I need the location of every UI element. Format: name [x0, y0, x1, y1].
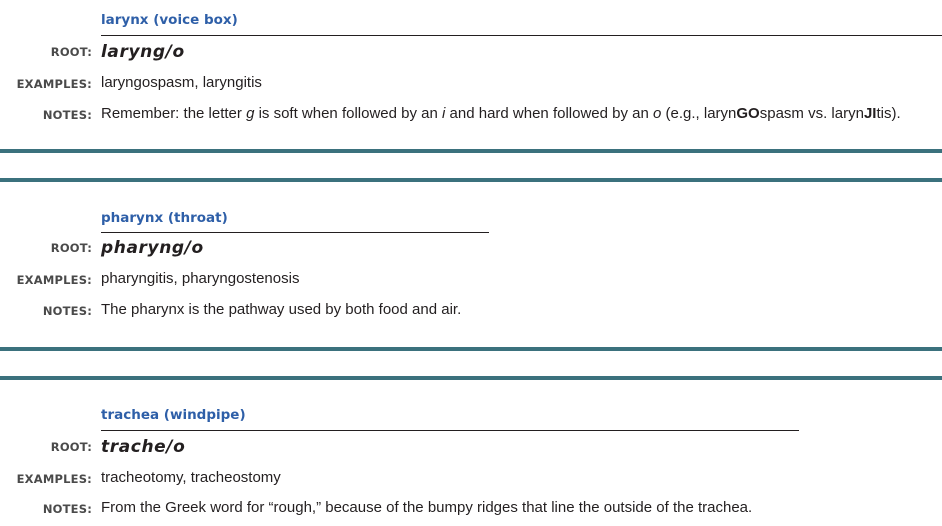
section-divider [0, 347, 942, 351]
examples-value: laryngospasm, laryngitis [101, 74, 262, 91]
examples-label: EXAMPLES: [16, 472, 92, 486]
notes-italic-g: g [246, 105, 255, 122]
root-label: ROOT: [50, 241, 92, 255]
notes-label: NOTES: [42, 108, 92, 122]
notes-text-part: is soft when followed by an [254, 105, 443, 122]
root-label: ROOT: [50, 45, 92, 59]
term-underline [101, 35, 942, 36]
notes-italic-i: i [442, 105, 446, 122]
notes-text-part: tis). [876, 105, 901, 122]
examples-value: tracheotomy, tracheostomy [101, 469, 281, 486]
notes-text-part: Remember: the letter [101, 105, 247, 122]
root-value: pharyng/o [101, 238, 204, 258]
term-underline [101, 430, 799, 431]
section-divider [0, 178, 942, 182]
notes-value: From the Greek word for “rough,” because of the bumpy ridges that line the outside of the trachea. [101, 499, 753, 516]
notes-label: NOTES: [42, 502, 92, 516]
section-divider [0, 149, 942, 153]
notes-label: NOTES: [42, 304, 92, 318]
root-value: trache/o [101, 437, 186, 457]
entry-term: larynx (voice box) [101, 12, 238, 28]
root-value: laryng/o [101, 42, 185, 62]
notes-text-part: spasm vs. laryn [759, 105, 864, 122]
term-underline [101, 232, 489, 233]
notes-bold-go: GO [736, 105, 760, 122]
notes-text-part: and hard when followed by an [445, 105, 654, 122]
root-label: ROOT: [50, 440, 92, 454]
section-divider [0, 376, 942, 380]
notes-value [101, 105, 901, 122]
examples-label: EXAMPLES: [16, 77, 92, 91]
notes-text-part: (e.g., laryn [661, 105, 737, 122]
notes-value: The pharynx is the pathway used by both food and air. [101, 301, 462, 318]
notes-bold-ji: JI [863, 105, 877, 122]
examples-value: pharyngitis, pharyngostenosis [101, 270, 300, 287]
entry-term: pharynx (throat) [101, 210, 228, 226]
examples-label: EXAMPLES: [16, 273, 92, 287]
entry-term: trachea (windpipe) [101, 407, 246, 423]
notes-italic-o: o [653, 105, 662, 122]
